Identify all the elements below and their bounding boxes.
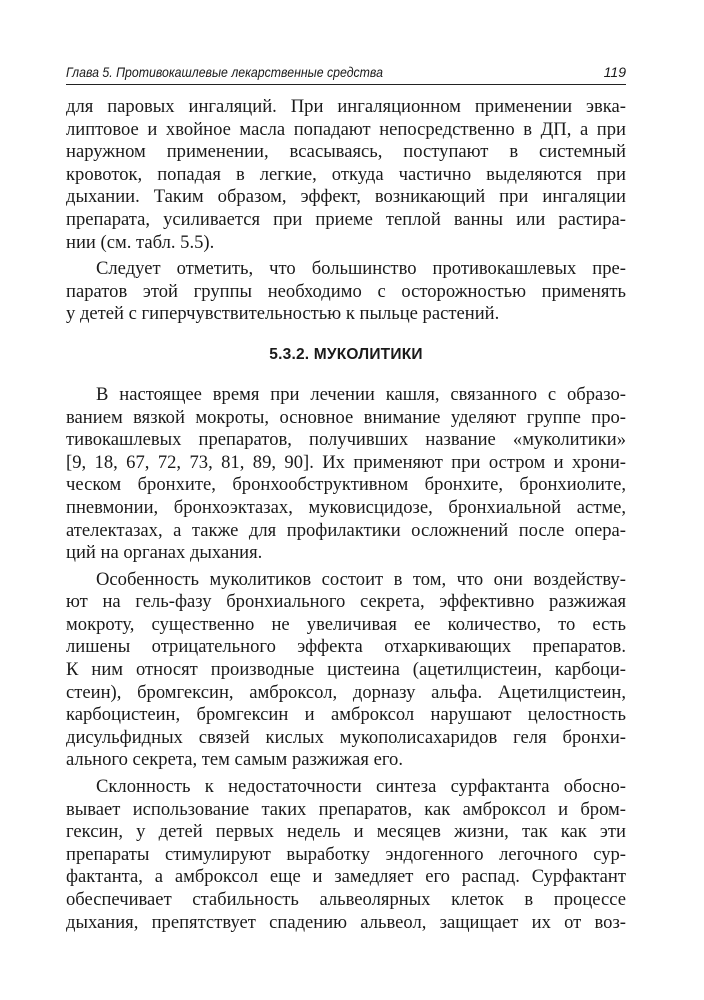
text-line: наружном применении, всасываясь, поступают в системный (66, 141, 626, 163)
text-line: фактанта, а амброксол еще и замедляет его распад. Сурфактант (66, 866, 626, 888)
text-line: В настоящее время при лечении кашля, связанного с образо- (96, 383, 626, 405)
text-line: вывает использование таких препаратов, как амброксол и бром- (66, 798, 626, 820)
text-line: тивокашлевых препаратов, получивших название «муколитики» (66, 429, 626, 451)
text-line: для паровых ингаляций. При ингаляционном применении эвка- (66, 96, 626, 117)
paragraph (66, 96, 626, 254)
text-line: паратов этой группы необходимо с осторожностью применять (66, 280, 626, 302)
text-line: стеин), бромгексин, амброксол, дорназу альфа. Ацетилцистеин, (66, 681, 626, 703)
text-line: дыхании. Таким образом, эффект, возникающий при ингаляции (66, 186, 626, 208)
chapter-title: Глава 5. Противокашлевые лекарственные средства (66, 64, 383, 80)
text-line: пневмонии, бронхоэктазах, муковисцидозе, бронхиальной астме, (66, 496, 626, 518)
text-line: ций на органах дыхания. (66, 542, 263, 564)
text-line: мокроту, существенно не увеличивая ее количество, то есть (66, 613, 626, 635)
text-line: ателектазах, а также для профилактики осложнений после опера- (66, 519, 626, 541)
page-number: 119 (603, 64, 626, 80)
text-line: дисульфидных связей кислых мукополисахаридов геля бронхи- (66, 726, 626, 748)
text-line: обеспечивает стабильность альвеолярных клеток в процессе (66, 889, 626, 910)
text-line: Склонность к недостаточности синтеза сурфактанта обосно- (96, 776, 626, 798)
text-line: ют на гель-фазу бронхиального секрета, эффективно разжижая (66, 591, 626, 613)
text-line: ального секрета, тем самым разжижая его. (66, 749, 403, 771)
text-line: [9, 18, 67, 72, 73, 81, 89, 90]. Их применяют при остром и хрони- (66, 451, 626, 473)
running-header (66, 60, 626, 85)
text-line: Особенность муколитиков состоит в том, что они воздейству- (96, 568, 626, 590)
text-line: кровоток, попадая в легкие, откуда частично выделяются при (66, 163, 626, 185)
text-line: препарата, усиливается при приеме теплой ванны или растира- (66, 208, 626, 230)
text-line: нии (см. табл. 5.5). (66, 231, 215, 253)
paragraph (66, 258, 626, 326)
text-line: ванием вязкой мокроты, основное внимание уделяют группе про- (66, 406, 626, 428)
text-line: у детей с гиперчувствительностью к пыльце растений. (66, 303, 500, 325)
text-line: гексин, у детей первых недель и месяцев жизни, так как эти (66, 821, 626, 843)
body-text (66, 96, 626, 934)
text-line: препараты стимулируют выработку эндогенного легочного сур- (66, 843, 626, 865)
text-line: лишены отрицательного эффекта отхаркивающих препаратов. (66, 636, 626, 658)
text-line: липтовое и хвойное масла попадают непосредственно в ДП, а при (66, 118, 626, 140)
text-line: ческом бронхите, бронхообструктивном бронхите, бронхиолите, (66, 474, 626, 496)
section-heading: 5.3.2. МУКОЛИТИКИ (269, 345, 423, 363)
text-line: К ним относят производные цистеина (ацетилцистеин, карбоци- (66, 659, 626, 681)
paragraph (66, 569, 626, 772)
paragraph (66, 776, 626, 934)
text-line: карбоцистеин, бромгексин и амброксол нарушают целостность (66, 704, 626, 726)
text-line: дыхания, препятствует спадению альвеол, защищает их от воз- (66, 911, 626, 933)
paragraph (66, 384, 626, 565)
text-line: Следует отметить, что большинство противокашлевых пре- (96, 258, 626, 280)
